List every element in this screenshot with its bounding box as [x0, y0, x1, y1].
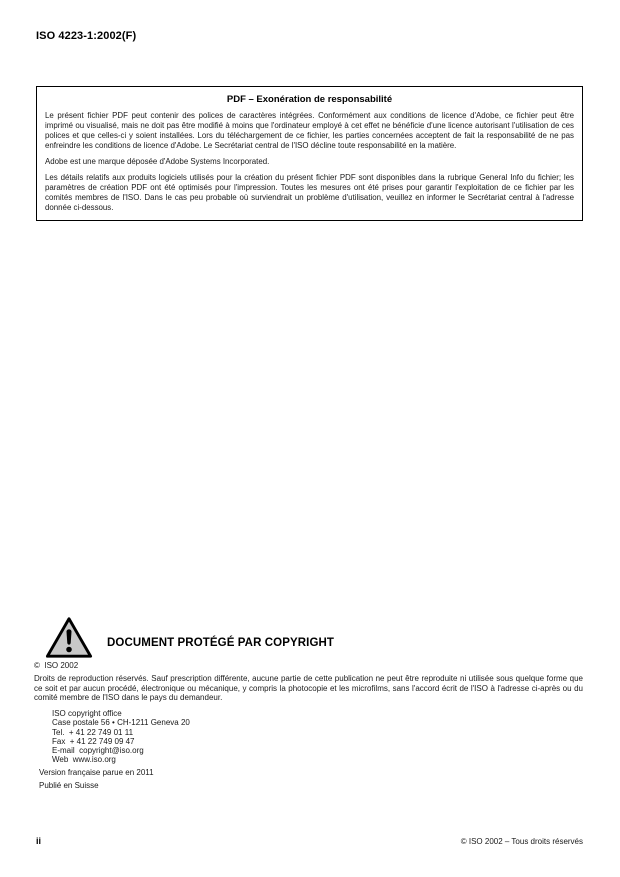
rights-paragraph: Droits de reproduction réservés. Sauf prescription différente, aucune partie de cette publication ne peut être reproduite ni utilisée sous quelque forme que ce soit et par aucun procédé, électronique ou mécanique, y compris la photocopie et les microfilms, sans l'accord écrit de l'ISO à l'adresse ci-après ou du comité membre de l'ISO dans le pays du demandeur.	[34, 674, 583, 703]
iso-address-block	[52, 709, 190, 765]
disclaimer-title: PDF – Exonération de responsabilité	[226, 94, 393, 105]
document-reference: ISO 4223-1:2002(F)	[36, 30, 137, 42]
copyright-warning	[45, 616, 334, 659]
disclaimer-paragraph-2: Adobe est une marque déposée d'Adobe Systems Incorporated.	[45, 157, 270, 166]
address-line-tel: Tel. + 41 22 749 01 11	[52, 727, 134, 737]
address-line-office: ISO copyright office	[52, 709, 122, 718]
address-line-web: Web www.iso.org	[52, 755, 116, 765]
page-footer	[36, 836, 583, 846]
published-line: Publié en Suisse	[39, 781, 99, 790]
warning-triangle-icon	[45, 616, 93, 659]
disclaimer-paragraph-1: Le présent fichier PDF peut contenir des polices de caractères intégrées. Conformément aux conditions de licence d'Adobe, ce fichier peut être imprimé ou visualisé, mais ne doit pas être modifié à moins que l'ordinateur employé à cet effet ne bénéficie d'une licence autorisant l'utilisation de ces polices et que celles-ci y soient installées. Lors du téléchargement de ce fichier, les parties concernées acceptent de fait la responsabilité de ne pas enfreindre les conditions de licence d'Adobe. Le Secrétariat central de l'ISO décline toute responsabilité en la matière.	[45, 111, 574, 150]
footer-copyright: © ISO 2002 – Tous droits réservés	[460, 837, 583, 846]
copyright-warning-title: DOCUMENT PROTÉGÉ PAR COPYRIGHT	[107, 636, 335, 649]
copyright-year-line: © ISO 2002	[34, 661, 79, 670]
page-number: ii	[36, 836, 42, 846]
pdf-disclaimer-box	[36, 86, 583, 221]
disclaimer-paragraph-3: Les détails relatifs aux produits logiciels utilisés pour la création du présent fichier PDF sont disponibles dans la rubrique General Info du fichier; les paramètres de création PDF ont été optimisés pour l'impression. Toutes les mesures ont été prises pour garantir l'exploitation de ce fichier par les comités membres de l'ISO. Dans le cas peu probable où surviendrait un problème d'utilisation, veuillez en informer le Secrétariat central à l'adresse donnée ci-dessous.	[45, 173, 574, 212]
address-line-postal: Case postale 56 • CH-1211 Geneva 20	[52, 718, 190, 728]
address-line-email: E-mail copyright@iso.org	[52, 746, 144, 756]
version-line: Version française parue en 2011	[39, 768, 154, 777]
address-line-fax: Fax + 41 22 749 09 47	[52, 736, 135, 746]
